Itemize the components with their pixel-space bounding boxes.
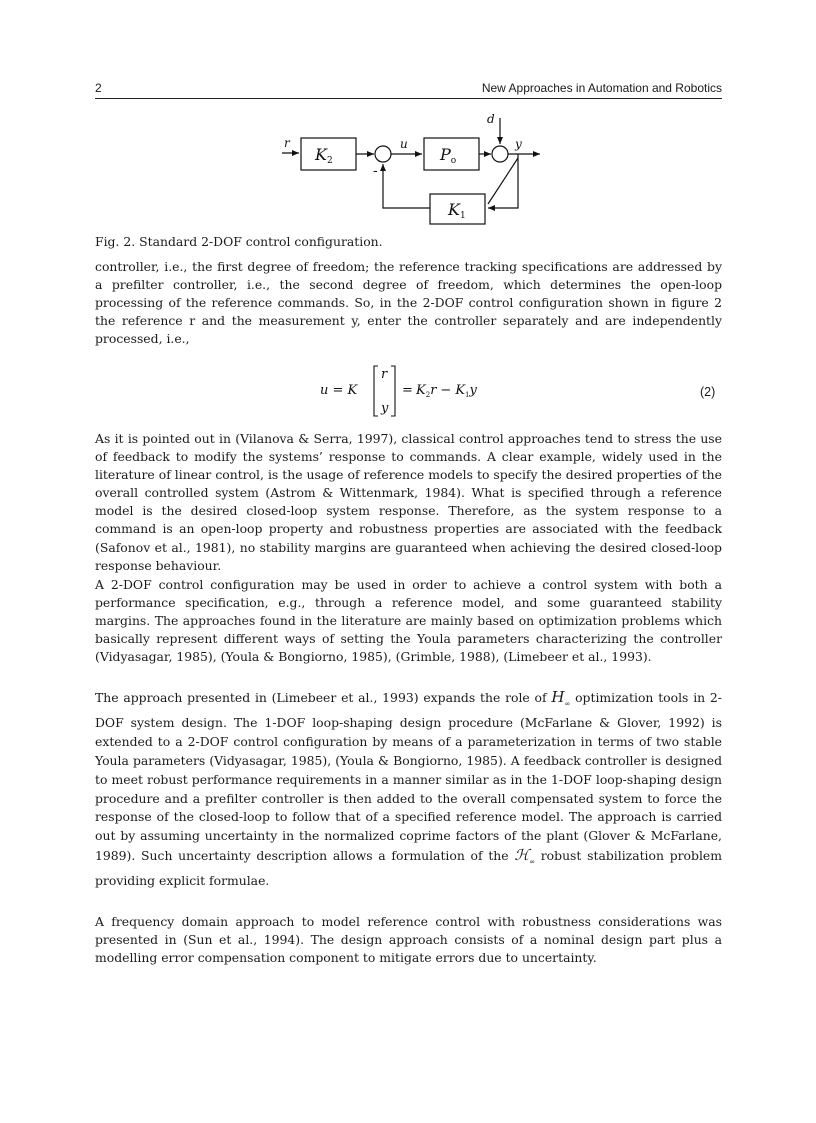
label-k1: K1 bbox=[448, 200, 466, 221]
summing-junction-1 bbox=[375, 146, 391, 162]
feedback-diagonal-line bbox=[488, 158, 518, 204]
label-p0: Po bbox=[440, 145, 457, 166]
eq-rhs: $K_2r - K_1y$ bbox=[416, 383, 477, 399]
p4-text-a: The approach presented in (Limebeer et al., 1993) expands the role of bbox=[95, 690, 552, 705]
paragraph-4 bbox=[95, 688, 722, 891]
equation-number: (2) bbox=[700, 385, 716, 399]
eq-vec-top: r bbox=[381, 367, 388, 382]
label-minus: - bbox=[373, 163, 378, 179]
p4-text-c: robust stabilization problem providing explicit formulae. bbox=[95, 848, 722, 889]
bracket-left bbox=[374, 366, 378, 416]
paragraph-2: As it is pointed out in (Vilanova & Serra, 1997), classical control approaches tend to stress the use of feedback to modify the systems’ response to commands. A clear example, widely used in the literature of linear control, is the usage of reference models to specify the desired properties of the overall controlled system (Astrom & Wittenmark, 1984). What is specified through a reference model is the desired closed-loop system response. Therefore, as the system response to a command is an open-loop property and robustness properties are associated with the feedback (Safonov et al., 1981), no stability margins are guaranteed when achieving the desired closed-loop response behaviour. bbox=[95, 431, 722, 573]
page-number: 2 bbox=[95, 81, 102, 95]
label-k2: K2 bbox=[315, 145, 333, 166]
k1-to-sum1-line bbox=[383, 164, 430, 208]
label-r: r bbox=[284, 136, 290, 150]
paragraph-5: A frequency domain approach to model reference control with robustness considerations was presented in (Sun et al., 1994). The design approach consists of a nominal design part plus a modelling error compensation component to mitigate errors due to uncertainty. bbox=[95, 914, 722, 966]
running-header bbox=[95, 80, 722, 99]
eq-vec-bottom: y bbox=[381, 401, 389, 416]
summing-junction-2 bbox=[492, 146, 508, 162]
h-infinity-script-symbol: ℋ$_\infty$ bbox=[514, 846, 536, 867]
paragraph-3: A 2-DOF control configuration may be used in order to achieve a control system with both a performance specification, e.g., through a reference model, and some guaranteed stability margins. The approaches found in the literature are mainly based on optimization problems which basically represent different ways of setting the Youla parameters characterizing the controller (Vidyasagar, 1985), (Youla & Bongiorno, 1985), (Grimble, 1988), (Limebeer et al., 1993). bbox=[95, 577, 722, 665]
h-infinity-symbol: $H_\infty$ bbox=[551, 688, 571, 708]
figure-caption: Fig. 2. Standard 2-DOF control configuration. bbox=[95, 234, 383, 249]
p4-text-b: optimization tools in 2-DOF system design. The 1-DOF loop-shaping design procedure (McFarlane & Glover, 1992) is extended to a 2-DOF control configuration by means of a parameterization in terms of two stable Youla parameters (Vidyasagar, 1985), (Youla & Bongiorno, 1985). A feedback controller is designed to meet robust performance requirements in a manner similar as in the 1-DOF loop-shaping design procedure and a prefilter controller is then added to the overall compensated system to force the response of the closed-loop to follow that of a specified reference model. The approach is carried out by assuming uncertainty in the normalized coprime factors of the plant (Glover & McFarlane, 1989). Such uncertainty description allows a formulation of the bbox=[95, 690, 722, 864]
running-title: New Approaches in Automation and Robotics bbox=[481, 81, 722, 95]
paragraph-1: controller, i.e., the first degree of freedom; the reference tracking specifications are addressed by a prefilter controller, i.e., the second degree of freedom, which determines the open-loop processing of the reference commands. So, in the 2-DOF control configuration shown in figure 2 the reference r and the measurement y, enter the controller separately and are independently processed, i.e., bbox=[95, 259, 722, 347]
label-d: d bbox=[487, 112, 495, 126]
eq-equals: = bbox=[402, 383, 413, 398]
label-u: u bbox=[400, 137, 408, 151]
label-y: y bbox=[515, 137, 522, 151]
bracket-right bbox=[391, 366, 395, 416]
equation-2 bbox=[320, 360, 520, 420]
eq-lhs: u = K bbox=[320, 383, 358, 398]
block-diagram bbox=[270, 108, 560, 233]
